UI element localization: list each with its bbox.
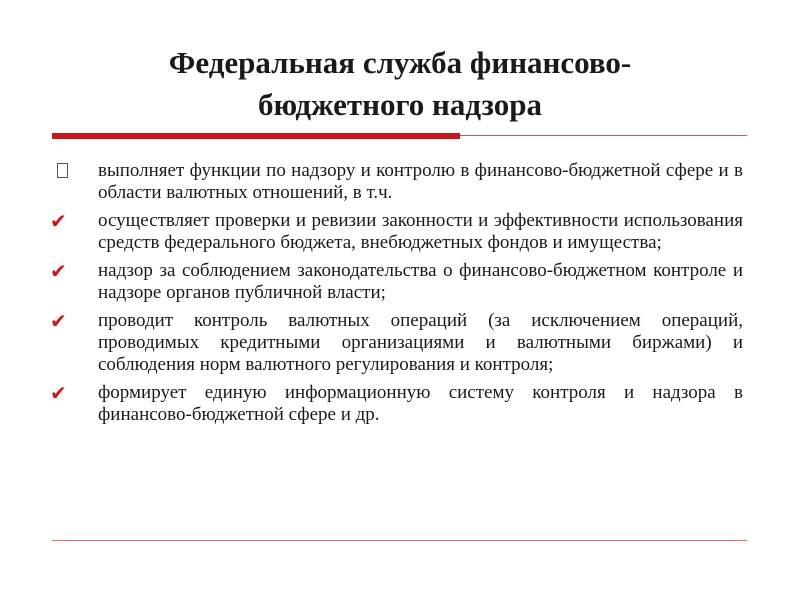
list-item	[48, 382, 743, 426]
title-line-1: Федеральная служба финансово-	[168, 45, 632, 80]
checkmark-icon: ✔	[50, 259, 67, 283]
list-item	[48, 160, 743, 204]
divider-accent-bar	[52, 133, 460, 139]
list-item-text: надзор за соблюдением законодательства о финансово-бюджетном контроле и надзоре органов публичной власти;	[98, 260, 743, 303]
slide-title	[60, 42, 740, 126]
checkmark-icon: ✔	[50, 381, 67, 405]
bullet-list	[48, 160, 743, 432]
list-item-text: выполняет функции по надзору и контролю в финансово-бюджетной сфере и в области валютных отношений, в т.ч.	[98, 160, 743, 203]
box-icon	[57, 163, 68, 178]
title-line-2: бюджетного надзора	[257, 87, 542, 122]
checkmark-icon: ✔	[50, 309, 67, 333]
list-item	[48, 210, 743, 254]
divider-line-bottom	[52, 540, 747, 541]
list-item-text: проводит контроль валютных операций (за исключением операций, проводимых кредитными организациями и валютными биржами) и соблюдения норм валютного регулирования и контроля;	[98, 310, 743, 375]
list-item	[48, 310, 743, 376]
checkmark-icon: ✔	[50, 209, 67, 233]
list-item-text: осуществляет проверки и ревизии законности и эффективности использования средств федерального бюджета, внебюджетных фондов и имущества;	[98, 210, 743, 253]
list-item	[48, 260, 743, 304]
list-item-text: формирует единую информационную систему контроля и надзора в финансово-бюджетной сфере и др.	[98, 382, 743, 425]
